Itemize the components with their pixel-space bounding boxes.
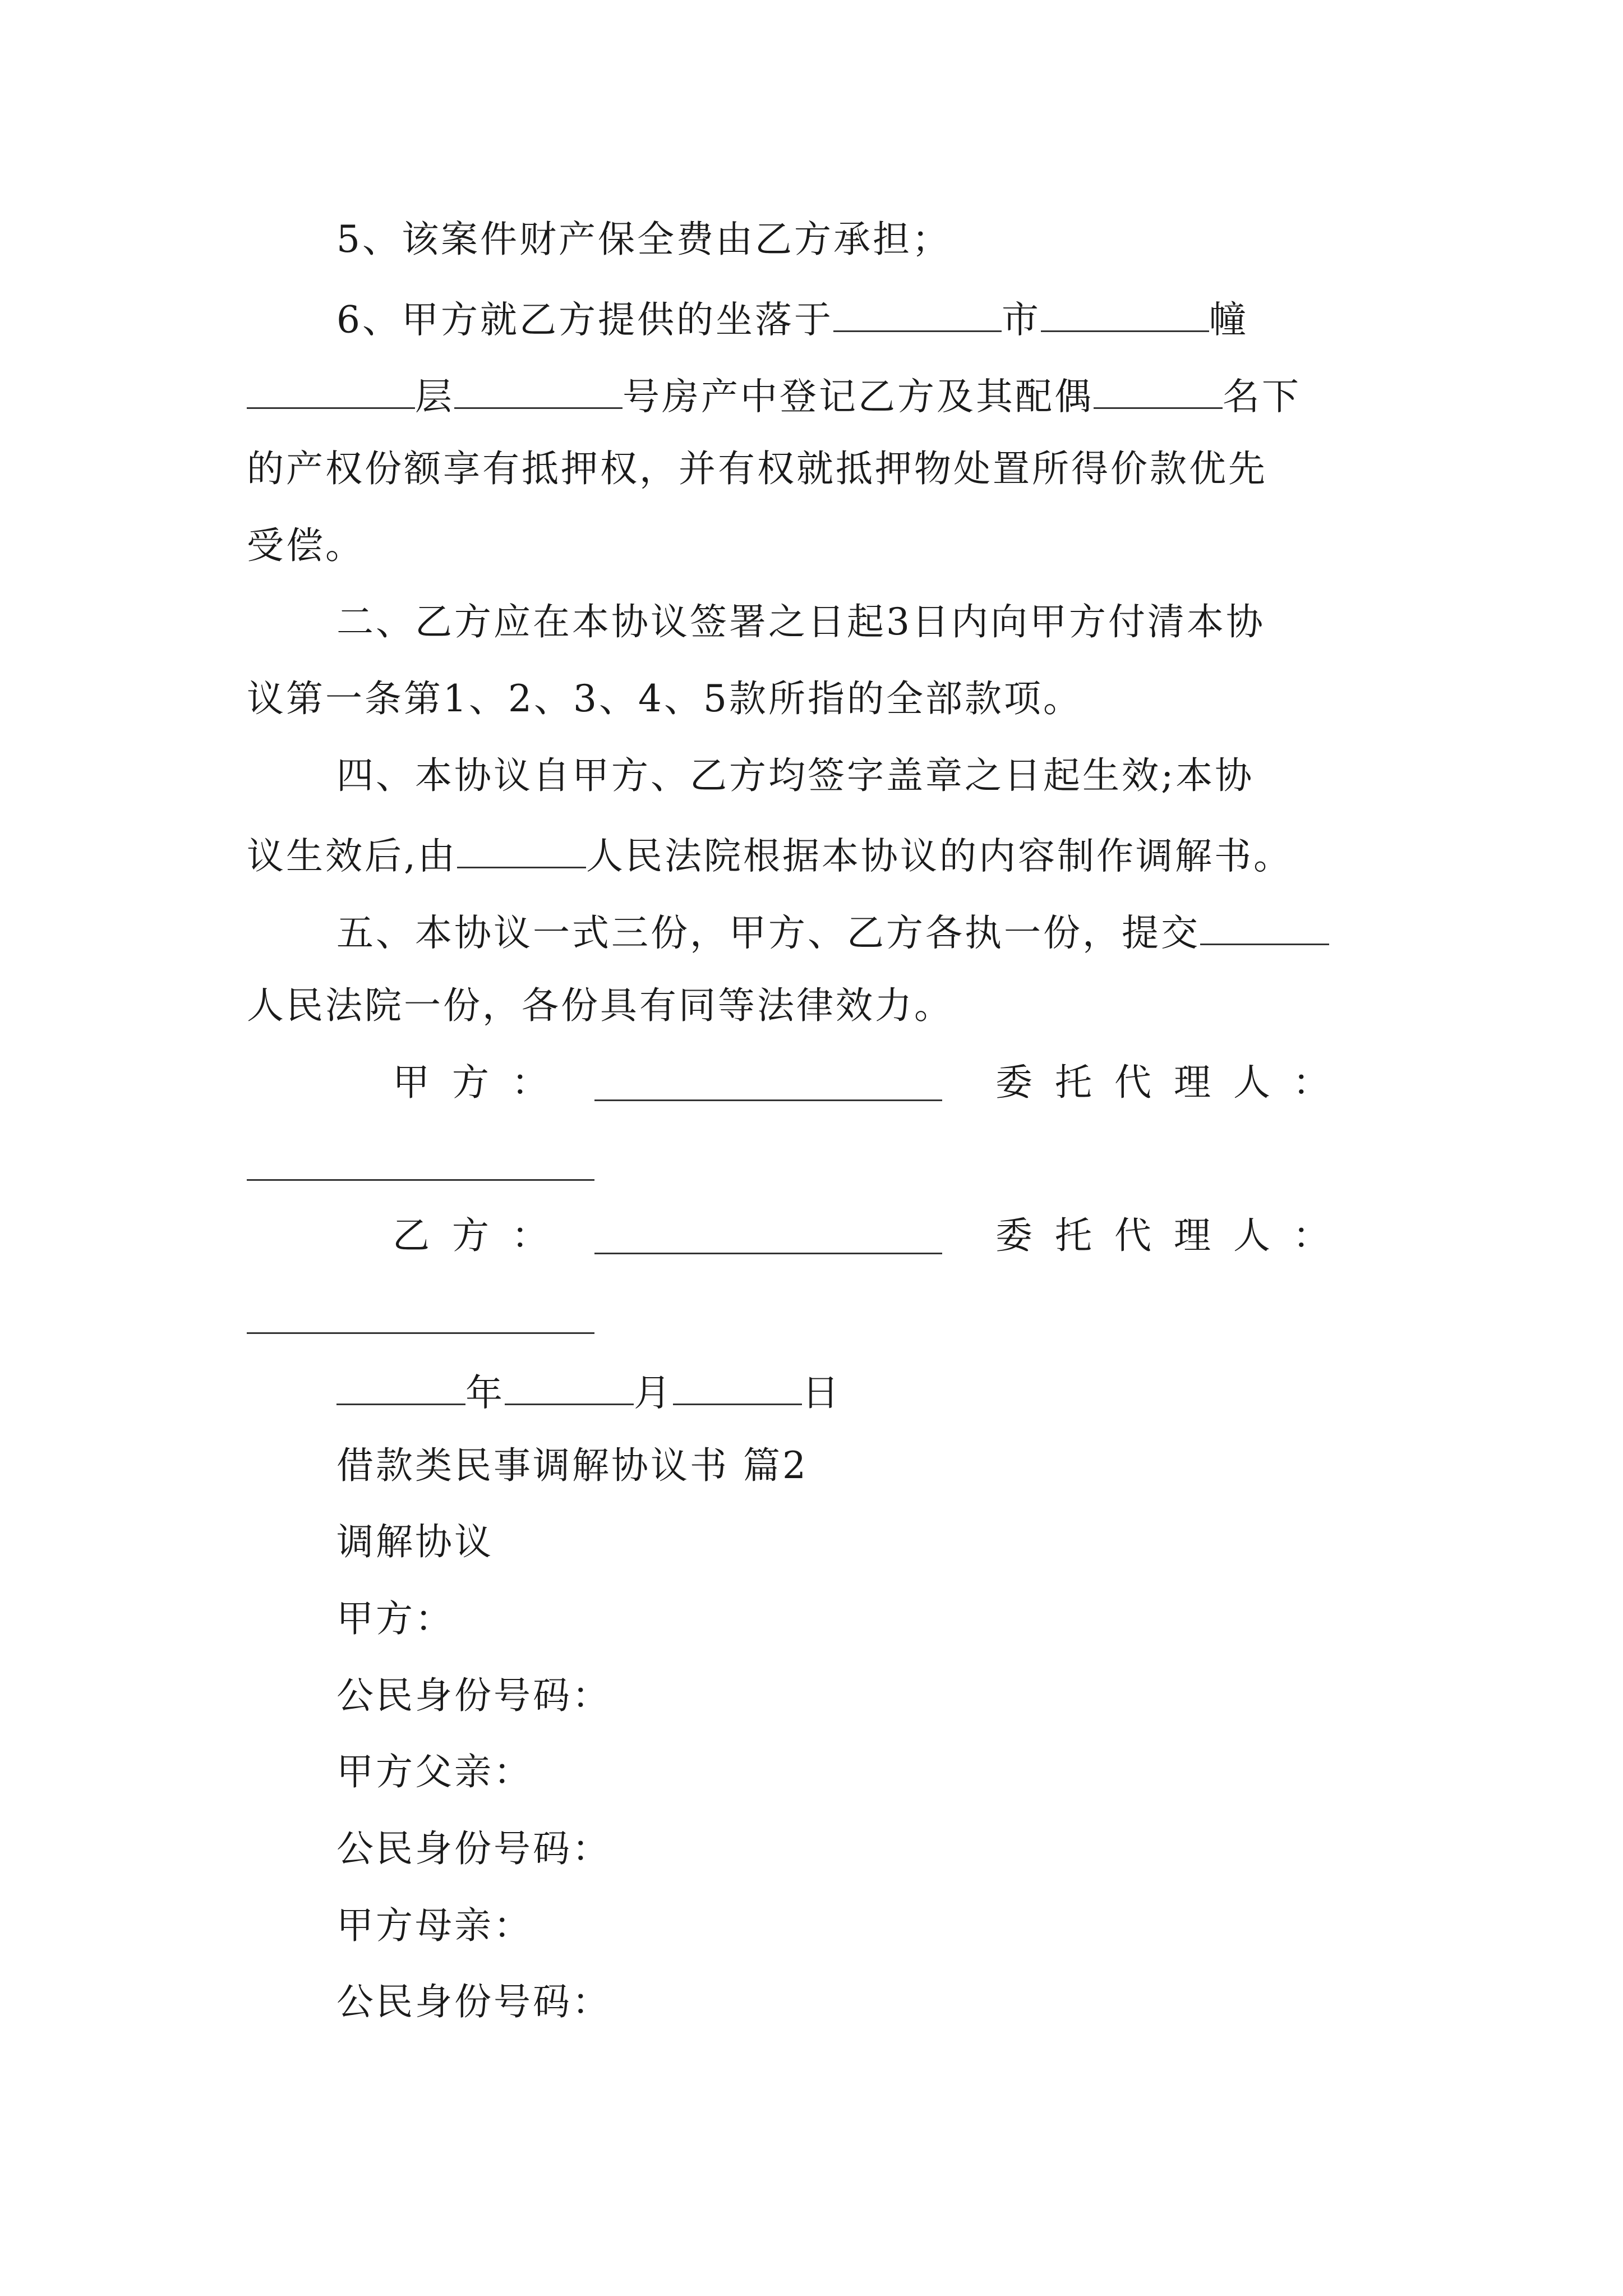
blank-city <box>833 297 1002 332</box>
section-subheading: 调解协议 <box>336 1520 494 1563</box>
clause-5: 5、该案件财产保全费由乙方承担； <box>336 218 951 261</box>
party-a-sign-line <box>594 1099 942 1101</box>
blank-submit-court <box>1200 910 1329 945</box>
article-five-line-1: 五、本协议一式三份，甲方、乙方各执一份，提交 <box>336 910 1329 951</box>
blank-building <box>1041 297 1209 332</box>
party-a-agent-sign-line <box>247 1179 594 1181</box>
party-b-sign-line <box>594 1253 942 1254</box>
blank-spouse <box>1094 374 1223 409</box>
field-party-a-mother: 甲方母亲： <box>336 1904 533 1947</box>
article-four-line-2: 议生效后,由 人民法院根据本协议的内容制作调解书。 <box>247 834 1293 878</box>
blank-day <box>673 1370 802 1405</box>
article-four-line-1: 四、本协议自甲方、乙方均签字盖章之日起生效;本协 <box>336 754 1255 797</box>
blank-year <box>336 1370 465 1405</box>
blank-number <box>454 374 623 409</box>
party-b-agent-label: 委托代理人： <box>995 1214 1352 1257</box>
clause-6-line-2: 层 号房产中登记乙方及其配偶 名下 <box>247 374 1301 415</box>
party-b-agent-sign-line <box>247 1332 594 1334</box>
field-party-a-father: 甲方父亲： <box>336 1750 533 1793</box>
article-two-line-1: 二、乙方应在本协议签署之日起3日内向甲方付清本协 <box>336 600 1265 643</box>
field-party-a: 甲方： <box>336 1597 454 1640</box>
article-two-line-2: 议第一条第1、2、3、4、5款所指的全部款项。 <box>247 677 1082 720</box>
blank-court <box>457 834 586 868</box>
clause-6-line-1: 6、甲方就乙方提供的坐落于 市 幢 <box>336 298 1248 342</box>
field-mother-id-number: 公民身份号码： <box>336 1980 611 2023</box>
field-father-id-number: 公民身份号码： <box>336 1827 611 1870</box>
blank-month <box>505 1370 634 1405</box>
article-five-line-2: 人民法院一份，各份具有同等法律效力。 <box>247 984 953 1027</box>
section-heading: 借款类民事调解协议书 篇2 <box>336 1444 808 1487</box>
party-a-label: 甲方： <box>393 1061 571 1104</box>
clause-6-line-4: 受偿。 <box>247 524 365 567</box>
party-b-label: 乙方： <box>393 1214 571 1257</box>
clause-6-line-3: 的产权份额享有抵押权，并有权就抵押物处置所得价款优先 <box>247 447 1267 490</box>
field-id-number: 公民身份号码： <box>336 1674 611 1717</box>
party-a-agent-label: 委托代理人： <box>995 1061 1352 1104</box>
date-line: 年 月 日 <box>336 1370 841 1411</box>
blank-floor <box>247 374 415 409</box>
